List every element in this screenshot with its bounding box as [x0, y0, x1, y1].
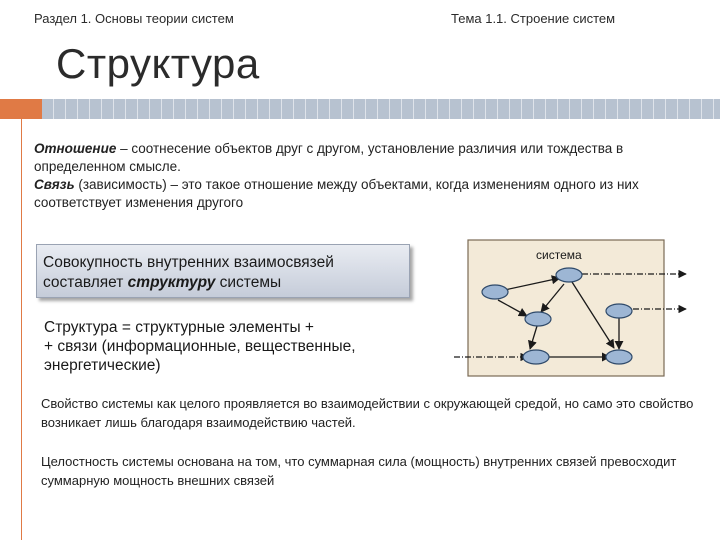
formula-line-2: + связи (информационные, вещественные,: [44, 338, 356, 355]
formula-line-1: Структура = структурные элементы +: [44, 319, 314, 336]
emergence-note: [41, 394, 701, 432]
formula-line-3: энергетические): [44, 357, 161, 374]
system-node-c: [525, 312, 551, 326]
link-term: Связь: [34, 177, 75, 192]
system-node-a: [482, 285, 508, 299]
relation-definition: [34, 140, 674, 176]
definitions-block: [34, 140, 674, 212]
accent-square: [0, 99, 42, 119]
section-header: Раздел 1. Основы теории систем: [34, 11, 234, 26]
system-node-d: [523, 350, 549, 364]
structure-highlight-box: [36, 244, 410, 298]
system-node-b: [556, 268, 582, 282]
header-rule-pattern: [42, 99, 720, 119]
highlight-text: [43, 253, 334, 293]
system-node-f: [606, 304, 632, 318]
system-diagram: [440, 236, 700, 386]
slide-title: Структура: [56, 40, 260, 87]
link-definition: [34, 176, 674, 212]
highlight-suffix: системы: [215, 274, 282, 291]
relation-text: – соотнесение объектов друг с другом, установление различия или тождества в определенном смысле.: [34, 141, 624, 174]
system-label: система: [536, 248, 582, 262]
structure-formula: [44, 318, 356, 375]
highlight-prefix: составляет: [43, 274, 128, 291]
topic-header: Тема 1.1. Строение систем: [451, 11, 616, 26]
highlight-line-2: [43, 273, 334, 293]
integrity-note: [41, 452, 701, 490]
highlight-emphasis: структуру: [127, 274, 216, 291]
integrity-text: Целостность системы основана на том, что суммарная сила (мощность) внутренних связей превосходит суммарную мощность внешних связей: [41, 454, 677, 488]
highlight-line-1: Совокупность внутренних взаимосвязей: [43, 254, 334, 271]
link-text: (зависимость) – это такое отношение между объектами, когда изменениям одного из них соответствует изменения другого: [34, 177, 639, 210]
emergence-text: Свойство системы как целого проявляется во взаимодействии с окружающей средой, но само это свойство возникает лишь благодаря взаимодействию частей.: [41, 396, 694, 430]
relation-term: Отношение: [34, 141, 117, 156]
system-node-e: [606, 350, 632, 364]
accent-vertical-line: [21, 119, 22, 540]
